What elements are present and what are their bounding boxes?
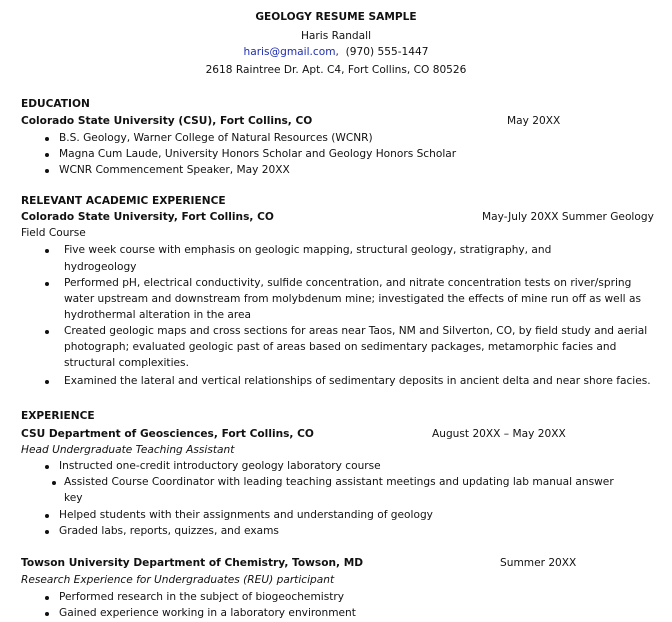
applicant-name: Haris Randall [300, 30, 372, 42]
contact-line [0, 45, 672, 59]
education-heading: EDUCATION [21, 98, 90, 110]
job-org: CSU Department of Geosciences, Fort Collins, CO [21, 428, 314, 440]
bullet-icon [52, 481, 56, 485]
bullet-icon [45, 596, 49, 600]
academic-date: May-July 20XX Summer Geology [482, 211, 654, 223]
academic-item-line: Five week course with emphasis on geologic mapping, structural geology, stratigraphy, and [64, 244, 552, 256]
academic-school: Colorado State University, Fort Collins, CO [21, 211, 274, 223]
job-item-line: Graded labs, reports, quizzes, and exams [59, 525, 279, 537]
bullet-icon [45, 530, 49, 534]
bullet-icon [45, 169, 49, 173]
academic-item-line: hydrogeology [64, 261, 137, 273]
bullet-icon [45, 330, 49, 334]
job-item-line: Assisted Course Coordinator with leading teaching assistant meetings and updating lab manual answer [64, 476, 614, 488]
experience-heading: EXPERIENCE [21, 410, 95, 422]
bullet-icon [45, 153, 49, 157]
education-date: May 20XX [507, 115, 561, 127]
academic-heading: RELEVANT ACADEMIC EXPERIENCE [21, 195, 226, 207]
bullet-icon [45, 612, 49, 616]
academic-item-line: water upstream and downstream from molybdenum mine; investigated the effects of mine run off as well as [64, 293, 641, 305]
email-link[interactable]: haris@gmail.com, [243, 46, 339, 58]
education-school: Colorado State University (CSU), Fort Collins, CO [21, 115, 313, 127]
job-item-line: Instructed one-credit introductory geology laboratory course [59, 460, 381, 472]
resume-title: GEOLOGY RESUME SAMPLE [255, 11, 417, 23]
job-org: Towson University Department of Chemistry, Towson, MD [21, 557, 364, 569]
job-item-line: Gained experience working in a laboratory environment [59, 607, 356, 619]
academic-subtitle: Field Course [21, 227, 86, 239]
job-role: Head Undergraduate Teaching Assistant [21, 444, 235, 456]
job-date: August 20XX – May 20XX [432, 428, 566, 440]
bullet-icon [45, 465, 49, 469]
education-item: WCNR Commencement Speaker, May 20XX [59, 164, 290, 176]
academic-item-line: hydrothermal alteration in the area [64, 309, 252, 321]
bullet-icon [45, 514, 49, 518]
academic-item-line: Created geologic maps and cross sections for areas near Taos, NM and Silverton, CO, by field study and aerial [64, 325, 648, 337]
bullet-icon [45, 137, 49, 141]
phone-number: (970) 555-1447 [345, 46, 429, 58]
job-item-line: Performed research in the subject of biogeochemistry [59, 591, 345, 603]
bullet-icon [45, 249, 49, 253]
bullet-icon [45, 380, 49, 384]
job-item-line: Helped students with their assignments and understanding of geology [59, 509, 433, 521]
job-item-line: key [64, 492, 83, 504]
academic-item-line: Examined the lateral and vertical relationships of sedimentary deposits in ancient delta and near shore facies. [64, 375, 651, 387]
academic-item-line: Performed pH, electrical conductivity, sulfide concentration, and nitrate concentration tests on river/spring [64, 277, 632, 289]
address-line: 2618 Raintree Dr. Apt. C4, Fort Collins, CO 80526 [205, 64, 467, 76]
academic-item-line: photograph; evaluated geologic past of areas based on sedimentary packages, metamorphic facies and [64, 341, 617, 353]
education-item: Magna Cum Laude, University Honors Scholar and Geology Honors Scholar [59, 148, 457, 160]
academic-item-line: structural complexities. [64, 357, 189, 369]
job-role: Research Experience for Undergraduates (REU) participant [21, 574, 335, 586]
bullet-icon [45, 282, 49, 286]
job-date: Summer 20XX [500, 557, 577, 569]
education-item: B.S. Geology, Warner College of Natural Resources (WCNR) [59, 132, 373, 144]
